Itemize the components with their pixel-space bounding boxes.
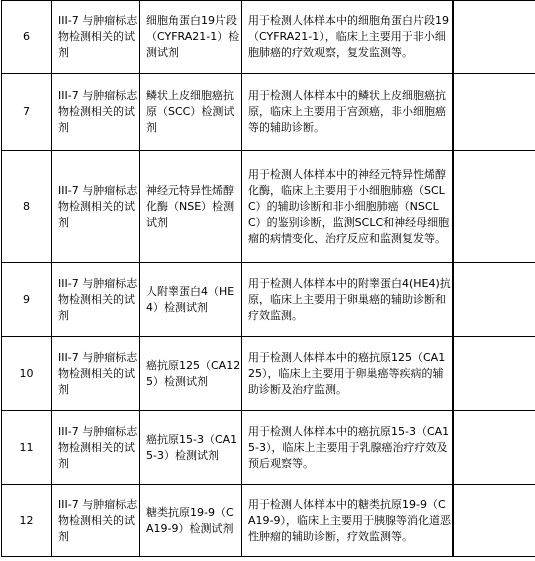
category-cell: III-7 与肿瘤标志物检测相关的试剂 — [52, 1, 140, 74]
table-row — [2, 1, 535, 74]
description-cell: 用于检测人体样本中的癌抗原125（CA125），临床上主要用于卵巢癌等疾病的辅助诊断及治疗监测。 — [242, 337, 453, 411]
category-cell: III-7 与肿瘤标志物检测相关的试剂 — [52, 337, 140, 411]
product-name-cell: 癌抗原15-3（CA15-3）检测试剂 — [140, 411, 242, 485]
empty-cell — [453, 74, 535, 151]
empty-cell — [453, 263, 535, 337]
table-row — [2, 411, 535, 485]
category-cell: III-7 与肿瘤标志物检测相关的试剂 — [52, 151, 140, 263]
table-row — [2, 74, 535, 151]
category-cell: III-7 与肿瘤标志物检测相关的试剂 — [52, 74, 140, 151]
row-number: 6 — [2, 1, 52, 74]
category-cell: III-7 与肿瘤标志物检测相关的试剂 — [52, 411, 140, 485]
table-row — [2, 263, 535, 337]
empty-cell — [453, 485, 535, 557]
product-name-cell: 人附睾蛋白4（HE4）检测试剂 — [140, 263, 242, 337]
description-cell: 用于检测人体样本中的癌抗原15-3（CA15-3），临床上主要用于乳腺癌治疗疗效及预后观察等。 — [242, 411, 453, 485]
description-cell: 用于检测人体样本中的糖类抗原19-9（CA19-9），临床上主要用于胰腺等消化道恶性肿瘤的辅助诊断，疗效监测等。 — [242, 485, 453, 557]
description-cell: 用于检测人体样本中的细胞角蛋白片段19（CYFRA21-1），临床上主要用于非小细胞肺癌的疗效观察，复发监测等。 — [242, 1, 453, 74]
description-cell: 用于检测人体样本中的神经元特异性烯醇化酶，临床上主要用于小细胞肺癌（SCLC）的辅助诊断和非小细胞肺癌（NSCLC）的鉴别诊断，监测SCLC和神经母细胞瘤的病情变化、治疗反应和监测复发等。 — [242, 151, 453, 263]
row-number: 12 — [2, 485, 52, 557]
product-name-cell: 细胞角蛋白19片段（CYFRA21-1）检测试剂 — [140, 1, 242, 74]
table-row — [2, 337, 535, 411]
row-number: 11 — [2, 411, 52, 485]
description-cell: 用于检测人体样本中的附睾蛋白4(HE4)抗原，临床上主要用于卵巢癌的辅助诊断和疗效监测。 — [242, 263, 453, 337]
empty-cell — [453, 337, 535, 411]
row-number: 7 — [2, 74, 52, 151]
table-row — [2, 485, 535, 557]
row-number: 10 — [2, 337, 52, 411]
product-name-cell: 糖类抗原19-9（CA19-9）检测试剂 — [140, 485, 242, 557]
row-number: 9 — [2, 263, 52, 337]
empty-cell — [453, 151, 535, 263]
category-cell: III-7 与肿瘤标志物检测相关的试剂 — [52, 263, 140, 337]
empty-cell — [453, 411, 535, 485]
product-name-cell: 鳞状上皮细胞癌抗原（SCC）检测试剂 — [140, 74, 242, 151]
product-name-cell: 癌抗原125（CA125）检测试剂 — [140, 337, 242, 411]
category-cell: III-7 与肿瘤标志物检测相关的试剂 — [52, 485, 140, 557]
reagent-table — [1, 0, 535, 557]
table-row — [2, 151, 535, 263]
product-name-cell: 神经元特异性烯醇化酶（NSE）检测试剂 — [140, 151, 242, 263]
row-number: 8 — [2, 151, 52, 263]
description-cell: 用于检测人体样本中的鳞状上皮细胞癌抗原，临床上主要用于宫颈癌，非小细胞癌等的辅助诊断。 — [242, 74, 453, 151]
empty-cell — [453, 1, 535, 74]
